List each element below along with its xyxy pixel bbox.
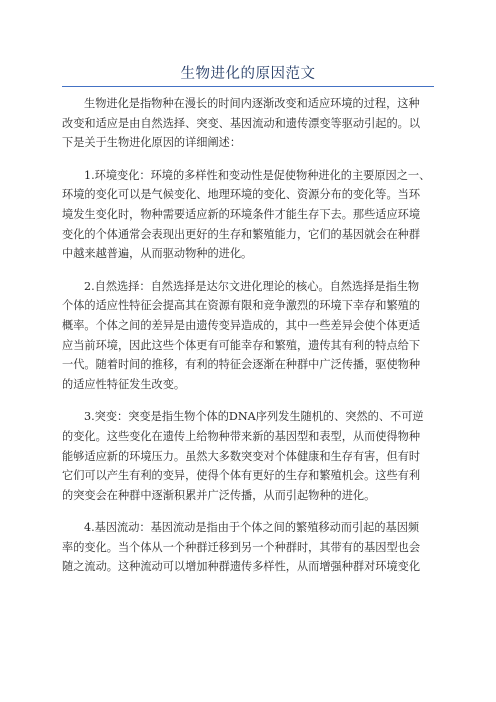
paragraph-intro — [62, 94, 436, 153]
paragraph-line: 3.突变：突变是指生物个体的DNA序列发生随机的、突然的、不可逆 — [84, 410, 424, 424]
paragraph-line: 的适应性特征发生改变。 — [62, 377, 186, 391]
paragraph-line: 变化的个体通常会表现出更好的生存和繁殖能力，它们的基因就会在种群 — [62, 227, 421, 241]
paragraph-line: 个体的适应性特征会提高其在资源有限和竞争激烈的环境下幸存和繁殖的 — [62, 299, 421, 313]
paragraph-environment-change — [62, 166, 436, 264]
paragraph-line: 2.自然选择：自然选择是达尔文进化理论的核心。自然选择是指生物 — [84, 279, 420, 293]
paragraph-natural-selection — [62, 277, 436, 395]
paragraph-line: 概率。个体之间的差异是由遗传变异造成的，其中一些差异会使个体更适 — [62, 318, 421, 332]
paragraph-line: 中越来越普遍，从而驱动物种的进化。 — [62, 247, 253, 261]
paragraph-gene-flow — [62, 518, 436, 577]
paragraph-line: 它们可以产生有利的变异，使得个体有更好的生存和繁殖机会。这些有利 — [62, 469, 421, 483]
paragraph-line: 的突变会在种群中逐渐积累并广泛传播，从而引起物种的进化。 — [62, 488, 376, 502]
paragraph-line: 4.基因流动：基因流动是指由于个体之间的繁殖移动而引起的基因频 — [84, 521, 420, 535]
paragraph-line: 能够适应新的环境压力。虽然大多数突变对个体健康和生存有害，但有时 — [62, 449, 421, 463]
paragraph-line: 下是关于生物进化原因的详细阐述： — [62, 136, 242, 150]
title-underline — [62, 86, 434, 87]
paragraph-line: 环境的变化可以是气候变化、地理环境的变化、资源分布的变化等。当环 — [62, 188, 421, 202]
paragraph-line: 一代。随着时间的推移，有利的特征会逐渐在种群中广泛传播，驱使物种 — [62, 358, 421, 372]
paragraph-mutation — [62, 407, 436, 505]
paragraph-line: 1.环境变化：环境的多样性和变动性是促使物种进化的主要原因之一、 — [84, 168, 431, 182]
paragraph-line: 的变化。这些变化在遗传上给物种带来新的基因型和表型，从而使得物种 — [62, 429, 421, 443]
paragraph-line: 改变和适应是由自然选择、突变、基因流动和遗传漂变等驱动引起的。以 — [62, 116, 421, 130]
document-body — [62, 94, 436, 590]
paragraph-line: 境发生变化时，物种需要适应新的环境条件才能生存下去。那些适应环境 — [62, 207, 421, 221]
document-title: 生物进化的原因范文 — [180, 66, 316, 82]
paragraph-line: 生物进化是指物种在漫长的时间内逐渐改变和适应环境的过程，这种 — [84, 97, 420, 110]
paragraph-line: 率的变化。当个体从一个种群迁移到另一个种群时，其带有的基因型也会 — [62, 540, 421, 554]
paragraph-line: 应当前环境，因此这些个体更有可能幸存和繁殖，遗传其有利的特点给下 — [62, 338, 421, 352]
paragraph-line: 随之流动。这种流动可以增加种群遗传多样性，从而增强种群对环境变化 — [62, 560, 421, 574]
